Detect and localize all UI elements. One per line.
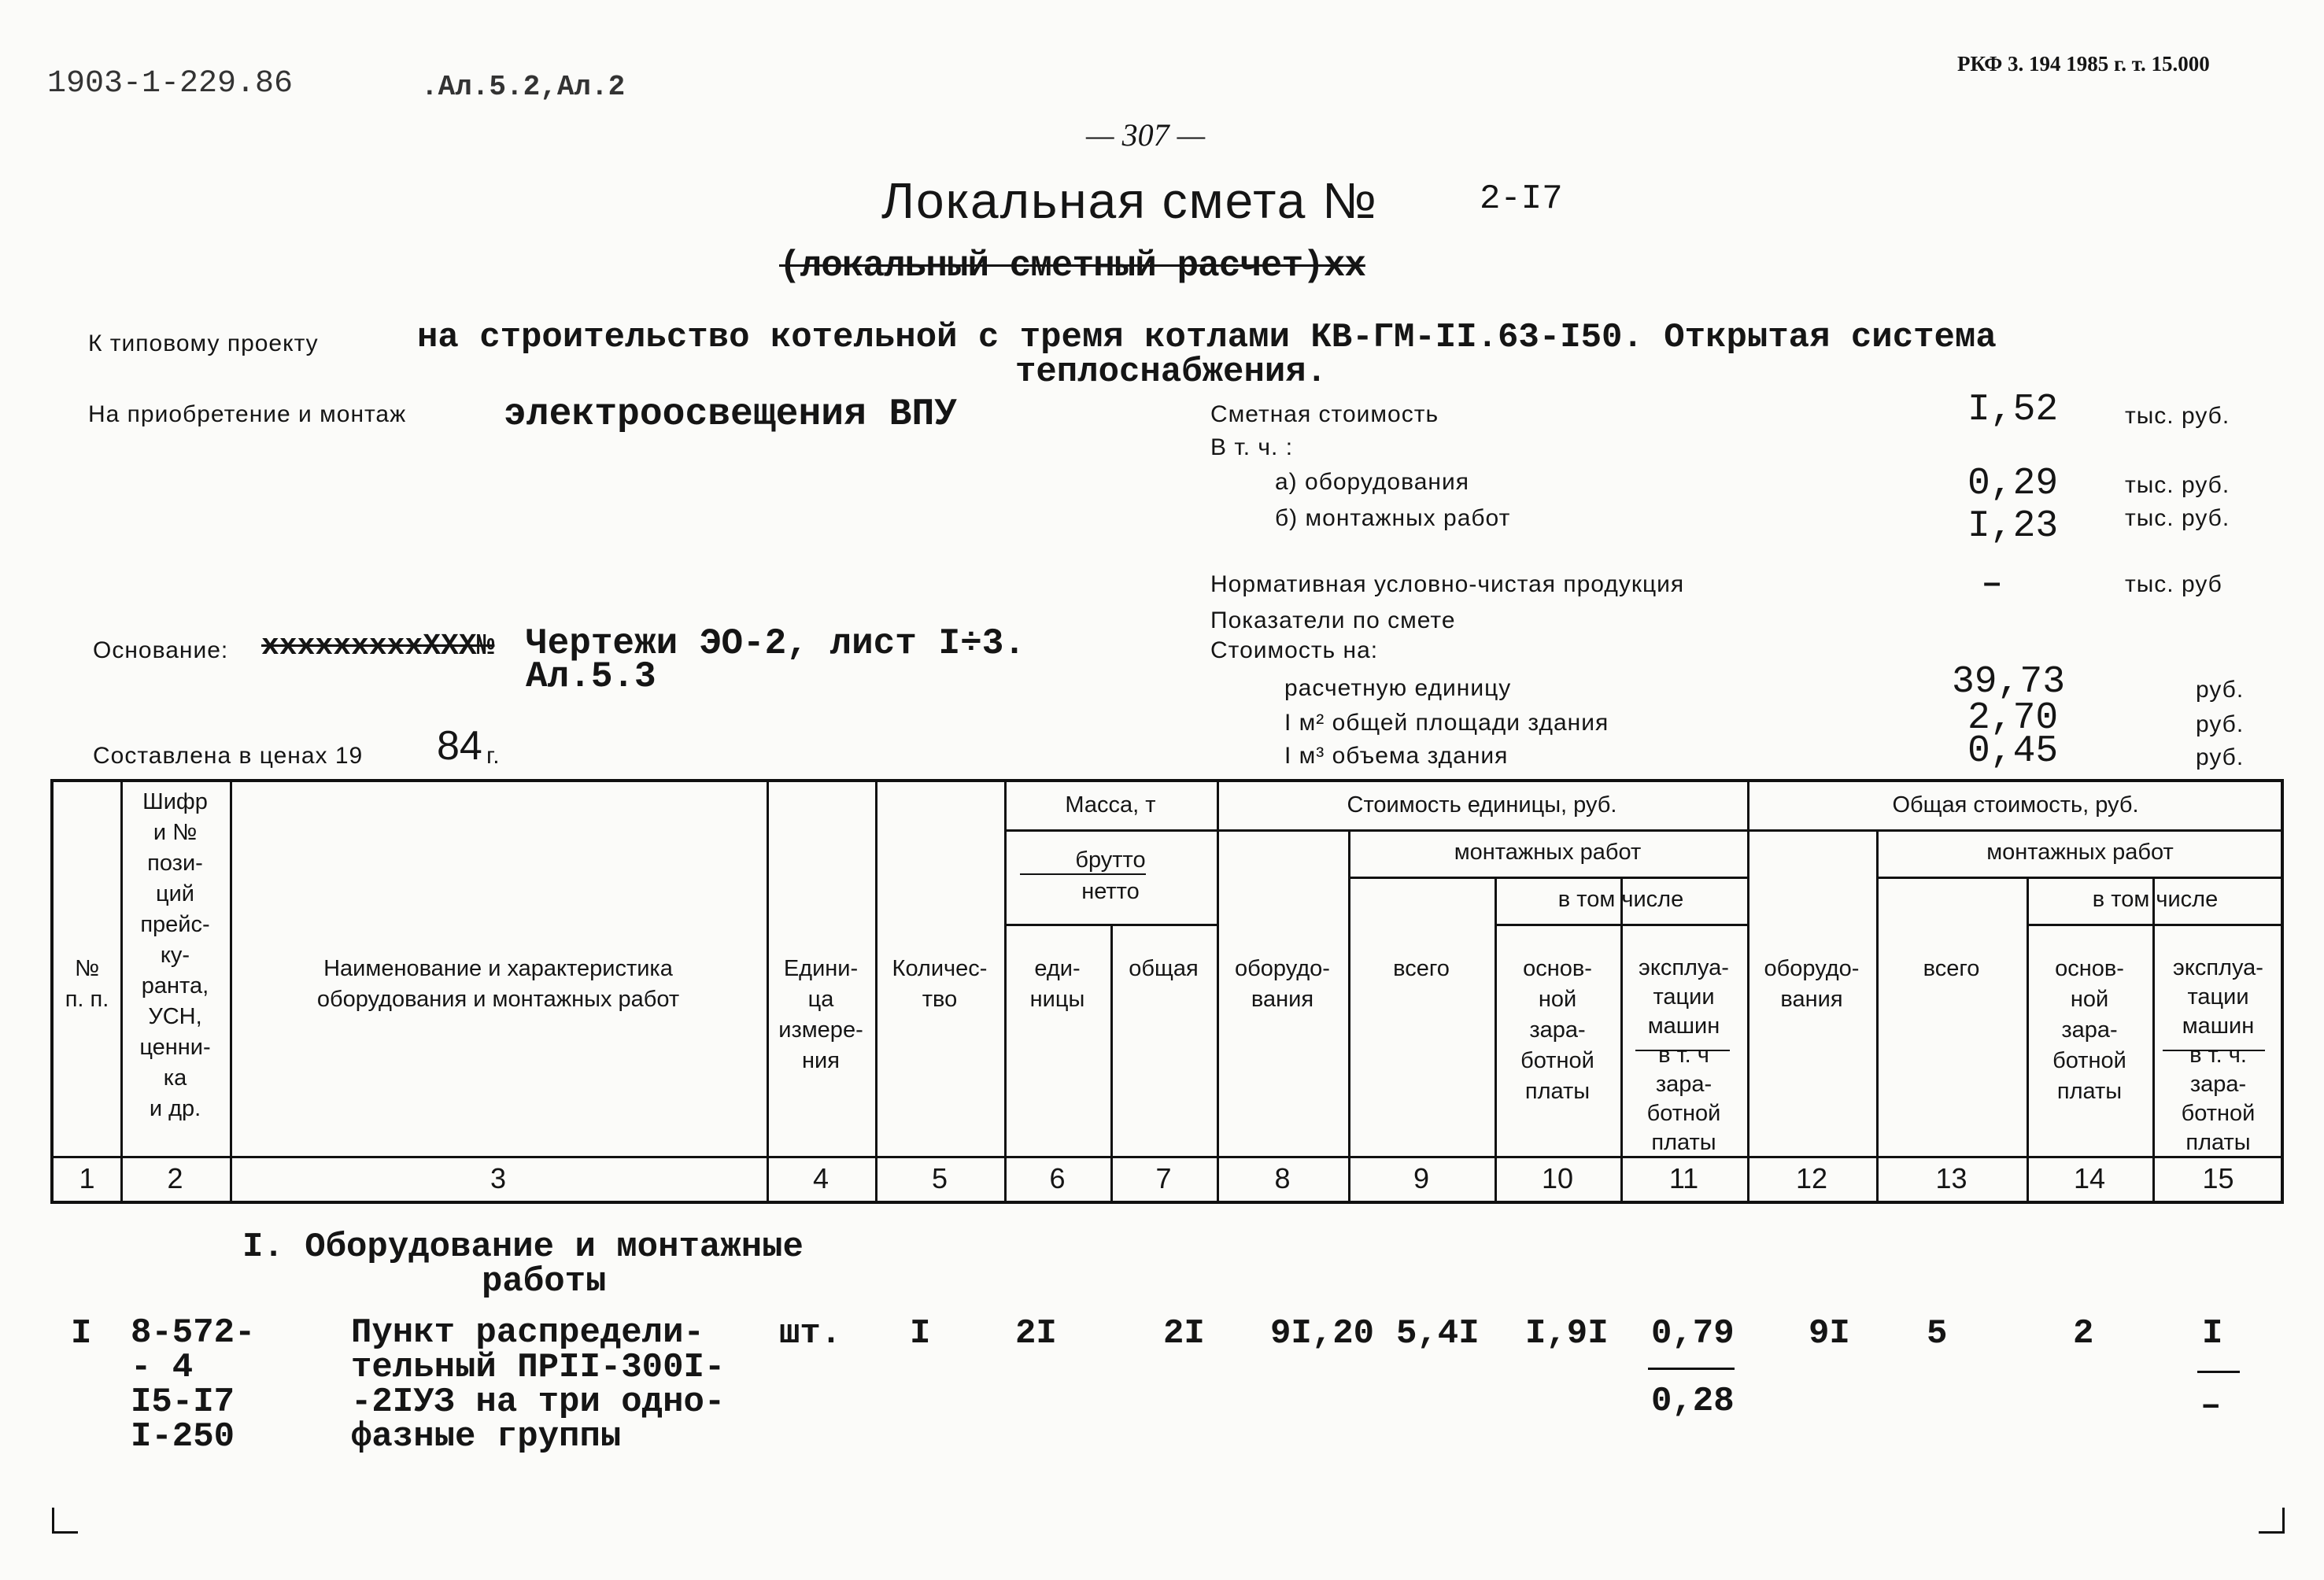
crop-mark-right <box>2259 1508 2285 1534</box>
col-qty-header: Количес- тво <box>892 956 988 1012</box>
normative-value: – <box>1983 565 2001 600</box>
prices-label: Составлена в ценах 19 <box>93 743 364 769</box>
project-value-continued: теплоснабжения. <box>1015 353 1328 392</box>
basis-label: Основание: <box>93 637 229 663</box>
column-number: 9 <box>1413 1162 1430 1194</box>
column-number: 1 <box>79 1162 95 1194</box>
purchase-label: На приобретение и монтаж <box>88 401 407 427</box>
prices-year: 84 <box>437 723 482 769</box>
row-total-salary: 2 <box>2073 1314 2094 1353</box>
col-total-install-header: всего <box>1923 956 1980 981</box>
row-install-total: 5,4I <box>1396 1314 1480 1353</box>
cost-on-label: Стоимость на: <box>1210 637 1379 663</box>
installation-cost-unit: тыс. руб. <box>2125 505 2230 531</box>
purchase-value: электроосвещения ВПУ <box>504 393 958 436</box>
including-label: В т. ч. : <box>1210 434 1294 460</box>
install-works-header-2: монтажных работ <box>1986 840 2174 865</box>
area-cost-label: I м² общей площади здания <box>1284 710 1609 736</box>
volume-cost-unit: руб. <box>2196 744 2245 770</box>
column-number: 14 <box>2073 1162 2106 1194</box>
album-code: 1903-1-229.86 <box>47 66 294 102</box>
column-number: 3 <box>490 1162 507 1194</box>
normative-label: Нормативная условно-чистая продукция <box>1210 571 1685 597</box>
row-machines-salary: 0,28 <box>1651 1382 1735 1421</box>
unit-cost-value: 39,73 <box>1952 661 2066 703</box>
row-mass-unit: 2I <box>1015 1314 1057 1353</box>
installation-cost-value: I,23 <box>1967 505 2059 548</box>
estimate-cost-unit: тыс. руб. <box>2125 403 2230 429</box>
column-number: 10 <box>1541 1162 1574 1194</box>
column-number: 13 <box>1935 1162 1967 1194</box>
column-number: 6 <box>1049 1162 1066 1194</box>
col-equip-header: оборудо- вания <box>1235 956 1330 1012</box>
install-works-header: монтажных работ <box>1454 840 1642 865</box>
row-machines: 0,79 <box>1651 1314 1735 1353</box>
prices-suffix: г. <box>486 743 501 769</box>
row-total-install: 5 <box>1927 1314 1948 1353</box>
col-mass-total-header: общая <box>1129 956 1199 981</box>
row-unit: шт. <box>779 1314 842 1353</box>
equipment-cost-label: а) оборудования <box>1275 469 1469 495</box>
section-title: I. Оборудование и монтажные <box>242 1227 804 1267</box>
col-install-total-header: всего <box>1393 956 1450 981</box>
indicators-label: Показатели по смете <box>1210 607 1456 633</box>
column-number: 5 <box>931 1162 948 1194</box>
basis-value: Чертежи ЭО-2, лист I÷3. <box>526 623 1025 664</box>
mass-header: Масса, т <box>1065 792 1156 818</box>
column-number: 2 <box>167 1162 183 1194</box>
row-total-equip: 9I <box>1809 1314 1850 1353</box>
area-cost-unit: руб. <box>2196 711 2245 737</box>
row-name: Пункт распредели- тельный ПРII-300I- -2IУЗ на три одно- фазные группы <box>351 1313 726 1456</box>
col-total-machines-header: эксплуа- тации машин в т. ч. зара- ботной платы <box>2173 955 2263 1155</box>
column-number: 4 <box>812 1162 829 1194</box>
unit-cost-header: Стоимость единицы, руб. <box>1347 792 1617 818</box>
total-cost-header: Общая стоимость, руб. <box>1892 792 2139 818</box>
row-install-salary: I,9I <box>1525 1314 1609 1353</box>
estimate-number: 2-I7 <box>1480 179 1563 219</box>
column-number: 7 <box>1155 1162 1172 1194</box>
row-equip-cost: 9I,20 <box>1270 1314 1375 1353</box>
page-title: Локальная смета № <box>881 172 1378 229</box>
page-number: — 307 — <box>1086 117 1206 153</box>
unit-cost-unit: руб. <box>2196 677 2245 703</box>
row-code: 8-572- - 4 I5-I7 I-250 <box>131 1313 256 1456</box>
row-mass-total: 2I <box>1163 1314 1205 1353</box>
row-number: I <box>71 1314 92 1353</box>
document-reference: РКФ 3. 194 1985 г. т. 15.000 <box>1957 52 2210 76</box>
column-number: 8 <box>1274 1162 1291 1194</box>
brutto-label: брутто <box>1075 847 1146 873</box>
column-number: 15 <box>2202 1162 2234 1194</box>
fraction-line <box>1648 1368 1735 1370</box>
crop-mark-left <box>52 1508 78 1534</box>
including-header-2: в том числе <box>2092 887 2219 912</box>
volume-cost-value: 0,45 <box>1967 730 2059 773</box>
basis-struck: xxxxxxxxxXXX№ <box>261 629 495 663</box>
col-name-header: Наименование и характеристика оборудования и монтажных работ <box>316 956 680 1012</box>
project-value: на строительство котельной с тремя котлами КВ-ГМ-II.63-I50. Открытая система <box>417 318 1997 357</box>
col-total-salary-header: основ- ной зара- ботной платы <box>2052 956 2126 1104</box>
equipment-cost-unit: тыс. руб. <box>2125 472 2230 498</box>
estimate-cost-label: Сметная стоимость <box>1210 401 1439 427</box>
column-number: 11 <box>1668 1162 1699 1194</box>
fraction-line <box>2197 1371 2240 1373</box>
basis-value-continued: Ал.5.3 <box>526 656 656 697</box>
column-number: 12 <box>1795 1162 1828 1194</box>
col-total-equip-header: оборудо- вания <box>1764 956 1860 1012</box>
col-unit-header: Едини- ца измере- ния <box>778 956 863 1073</box>
album-ref: .Ал.5.2,Ал.2 <box>421 71 626 103</box>
installation-cost-label: б) монтажных работ <box>1275 505 1511 531</box>
col-number-header: № п. п. <box>65 956 109 1012</box>
col-code-header: Шифр и № пози- ций прейс- ку- ранта, УСН, ценни- ка и др. <box>139 789 211 1121</box>
estimate-table-header <box>50 779 2284 1204</box>
col-salary-header: основ- ной зара- ботной платы <box>1520 956 1594 1104</box>
section-title-continued: работы <box>482 1262 607 1301</box>
area-cost-value: 2,70 <box>1967 697 2059 740</box>
row-qty: I <box>910 1314 931 1353</box>
unit-cost-label: расчетную единицу <box>1284 675 1512 701</box>
volume-cost-label: I м³ объема здания <box>1284 743 1509 769</box>
struck-subtitle: (локальный сметный расчет)xx <box>779 245 1365 286</box>
row-total-machines: I <box>2202 1314 2223 1353</box>
project-label: К типовому проекту <box>88 330 319 356</box>
row-total-machines-salary: – <box>2200 1386 2222 1426</box>
netto-label: нетто <box>1081 879 1140 904</box>
col-mass-unit-header: еди- ницы <box>1029 956 1085 1012</box>
estimate-cost-value: I,52 <box>1967 389 2059 431</box>
col-machines-header: эксплуа- тации машин в т. ч зара- ботной платы <box>1639 955 1729 1155</box>
normative-unit: тыс. руб <box>2125 571 2222 597</box>
equipment-cost-value: 0,29 <box>1967 463 2059 505</box>
including-header: в том числе <box>1557 887 1684 912</box>
